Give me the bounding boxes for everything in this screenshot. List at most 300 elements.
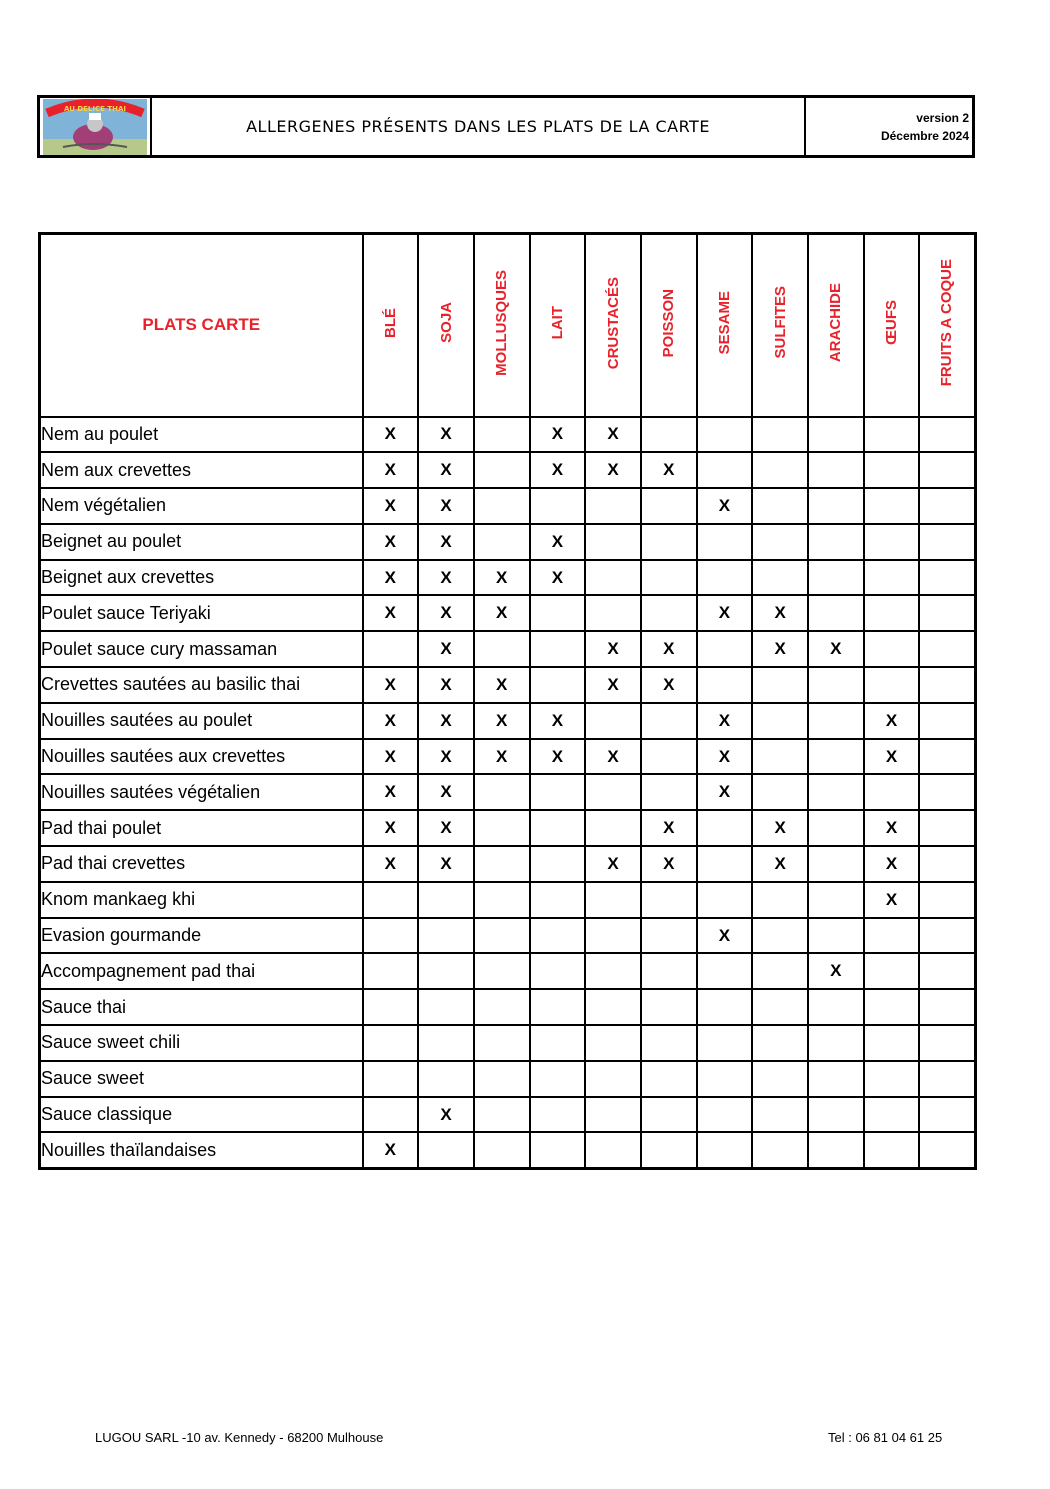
allergen-cell [752, 953, 808, 989]
allergen-cell: X [418, 1097, 474, 1133]
allergen-cell [697, 560, 753, 596]
allergen-cell [474, 488, 530, 524]
allergen-cell [363, 953, 419, 989]
allergen-cell: X [752, 810, 808, 846]
table-row [40, 1061, 976, 1097]
table-row [40, 1132, 976, 1168]
allergen-cell [808, 882, 864, 918]
allergen-cell [585, 882, 641, 918]
allergen-cell [474, 1132, 530, 1168]
allergen-cell [864, 667, 920, 703]
allergen-cell [919, 560, 975, 596]
allergen-column-header [585, 234, 641, 417]
allergen-cell: X [474, 703, 530, 739]
dish-name: Beignet aux crevettes [40, 560, 363, 596]
allergen-cell [919, 810, 975, 846]
allergen-cell: X [363, 524, 419, 560]
allergen-cell [641, 989, 697, 1025]
allergen-column-header [919, 234, 975, 417]
allergen-cell [808, 488, 864, 524]
allergen-cell [752, 739, 808, 775]
allergen-cell [474, 1025, 530, 1061]
allergen-cell: X [363, 810, 419, 846]
allergen-cell: X [697, 739, 753, 775]
table-row [40, 882, 976, 918]
allergen-cell [641, 595, 697, 631]
allergen-cell [474, 810, 530, 846]
allergen-cell: X [697, 918, 753, 954]
allergen-cell [585, 1097, 641, 1133]
allergen-cell: X [530, 452, 586, 488]
allergen-cell [585, 1025, 641, 1061]
dish-name: Sauce sweet chili [40, 1025, 363, 1061]
allergen-cell [752, 1025, 808, 1061]
allergen-cell [864, 417, 920, 453]
allergen-cell: X [363, 595, 419, 631]
table-row [40, 631, 976, 667]
allergen-label: CRUSTACÉS [604, 276, 622, 369]
allergen-cell: X [585, 739, 641, 775]
allergen-cell [752, 703, 808, 739]
allergen-cell: X [418, 560, 474, 596]
allergen-cell [697, 810, 753, 846]
allergen-cell [864, 595, 920, 631]
allergen-cell [418, 882, 474, 918]
dish-name: Poulet sauce cury massaman [40, 631, 363, 667]
allergen-cell: X [363, 703, 419, 739]
allergen-cell [363, 989, 419, 1025]
allergen-cell: X [363, 1132, 419, 1168]
allergen-cell [418, 989, 474, 1025]
allergen-cell: X [418, 452, 474, 488]
allergen-cell [641, 1025, 697, 1061]
allergen-cell [530, 488, 586, 524]
dish-name: Crevettes sautées au basilic thai [40, 667, 363, 703]
allergen-cell: X [752, 595, 808, 631]
dish-name: Nouilles sautées aux crevettes [40, 739, 363, 775]
allergen-cell [697, 1132, 753, 1168]
table-row [40, 667, 976, 703]
table-row [40, 560, 976, 596]
allergen-cell: X [363, 452, 419, 488]
allergen-cell [530, 1025, 586, 1061]
allergen-cell: X [864, 846, 920, 882]
allergen-cell: X [418, 417, 474, 453]
allergen-cell: X [418, 524, 474, 560]
dish-name: Sauce classique [40, 1097, 363, 1133]
restaurant-logo [40, 98, 152, 155]
allergen-cell: X [641, 452, 697, 488]
footer-address: LUGOU SARL -10 av. Kennedy - 68200 Mulhouse [95, 1430, 384, 1445]
dish-name: Evasion gourmande [40, 918, 363, 954]
table-row [40, 703, 976, 739]
allergen-cell [585, 953, 641, 989]
allergen-cell [919, 1025, 975, 1061]
allergen-cell [418, 1025, 474, 1061]
allergen-cell: X [474, 560, 530, 596]
allergen-cell: X [585, 452, 641, 488]
allergen-cell [697, 524, 753, 560]
allergen-cell: X [363, 774, 419, 810]
allergen-cell [919, 667, 975, 703]
allergen-cell [864, 1025, 920, 1061]
allergen-cell [919, 846, 975, 882]
allergen-cell [530, 595, 586, 631]
allergen-cell [474, 953, 530, 989]
allergen-cell [585, 560, 641, 596]
allergen-cell [919, 739, 975, 775]
allergen-label: LAIT [548, 306, 566, 340]
allergen-cell [752, 1061, 808, 1097]
allergen-cell [474, 989, 530, 1025]
allergen-cell [530, 1097, 586, 1133]
allergen-cell: X [363, 417, 419, 453]
dish-name: Nem au poulet [40, 417, 363, 453]
logo-lettering: AU DELICE THAI [64, 104, 126, 113]
allergen-cell [530, 918, 586, 954]
allergen-cell: X [363, 560, 419, 596]
allergen-cell [530, 667, 586, 703]
allergen-column-header [530, 234, 586, 417]
allergen-cell [474, 631, 530, 667]
allergen-column-header [697, 234, 753, 417]
allergen-cell [474, 524, 530, 560]
allergen-cell [585, 1061, 641, 1097]
allergen-cell [697, 989, 753, 1025]
allergen-cell [864, 1132, 920, 1168]
dish-name: Sauce sweet [40, 1061, 363, 1097]
allergen-label: ŒUFS [883, 300, 901, 346]
table-row [40, 1097, 976, 1133]
allergen-label: SULFITES [771, 286, 789, 359]
allergen-cell [864, 560, 920, 596]
allergen-cell [641, 1097, 697, 1133]
allergen-cell: X [808, 631, 864, 667]
allergen-cell: X [530, 739, 586, 775]
allergen-cell: X [752, 631, 808, 667]
allergen-cell: X [474, 667, 530, 703]
table-row [40, 1025, 976, 1061]
allergen-cell [752, 882, 808, 918]
table-row [40, 417, 976, 453]
allergen-cell [808, 846, 864, 882]
allergen-cell: X [808, 953, 864, 989]
allergen-cell [919, 452, 975, 488]
allergen-label: SOJA [437, 302, 455, 344]
dish-name: Accompagnement pad thai [40, 953, 363, 989]
allergen-cell: X [585, 846, 641, 882]
allergen-cell [808, 1061, 864, 1097]
allergen-cell: X [363, 739, 419, 775]
document-title: ALLERGENES PRÉSENTS DANS LES PLATS DE LA CARTE [152, 98, 806, 155]
allergen-cell [919, 524, 975, 560]
allergen-cell [641, 953, 697, 989]
allergen-cell [585, 918, 641, 954]
allergen-label: BLÉ [381, 307, 399, 338]
allergen-cell [808, 524, 864, 560]
allergen-label: FRUITS A COQUE [938, 259, 956, 387]
allergen-cell [752, 774, 808, 810]
dish-name: Poulet sauce Teriyaki [40, 595, 363, 631]
allergen-column-header [474, 234, 530, 417]
allergen-cell [864, 631, 920, 667]
allergen-cell [808, 417, 864, 453]
allergen-cell [474, 918, 530, 954]
allergen-cell [641, 560, 697, 596]
allergen-cell [919, 1061, 975, 1097]
allergen-cell: X [363, 667, 419, 703]
allergen-cell [864, 774, 920, 810]
allergen-cell [474, 1061, 530, 1097]
allergen-cell: X [697, 595, 753, 631]
allergen-cell [418, 1061, 474, 1097]
allergen-cell [363, 918, 419, 954]
allergen-cell [530, 810, 586, 846]
allergen-cell: X [418, 739, 474, 775]
allergen-cell [530, 631, 586, 667]
table-row [40, 846, 976, 882]
allergen-table [38, 232, 977, 1170]
dish-name: Nem aux crevettes [40, 452, 363, 488]
allergen-cell [919, 631, 975, 667]
allergen-cell [752, 989, 808, 1025]
allergen-cell: X [864, 810, 920, 846]
dish-name: Knom mankaeg khi [40, 882, 363, 918]
allergen-cell [864, 989, 920, 1025]
logo-image [43, 99, 147, 155]
document-header [37, 95, 975, 158]
allergen-cell: X [418, 631, 474, 667]
allergen-cell [474, 846, 530, 882]
allergen-cell [808, 703, 864, 739]
allergen-cell: X [363, 846, 419, 882]
allergen-cell [585, 488, 641, 524]
allergen-cell: X [530, 417, 586, 453]
table-row [40, 989, 976, 1025]
allergen-cell [752, 417, 808, 453]
table-row [40, 810, 976, 846]
allergen-cell [697, 1061, 753, 1097]
table-row [40, 524, 976, 560]
allergen-cell [752, 524, 808, 560]
allergen-cell [919, 1132, 975, 1168]
allergen-column-header [864, 234, 920, 417]
dish-name: Nouilles sautées végétalien [40, 774, 363, 810]
version-block [806, 98, 972, 155]
table-row [40, 488, 976, 524]
allergen-cell [641, 882, 697, 918]
allergen-cell [697, 1025, 753, 1061]
allergen-cell [919, 1097, 975, 1133]
allergen-cell [474, 417, 530, 453]
dish-column-header: PLATS CARTE [40, 234, 363, 417]
allergen-cell [752, 1132, 808, 1168]
allergen-cell [752, 488, 808, 524]
allergen-cell [864, 953, 920, 989]
allergen-cell [418, 953, 474, 989]
allergen-cell [363, 631, 419, 667]
allergen-cell [919, 703, 975, 739]
allergen-cell [641, 524, 697, 560]
allergen-cell: X [752, 846, 808, 882]
allergen-cell [363, 882, 419, 918]
allergen-cell: X [641, 631, 697, 667]
allergen-cell [697, 846, 753, 882]
version-label: version 2 [916, 110, 969, 125]
allergen-cell [363, 1025, 419, 1061]
allergen-cell [808, 452, 864, 488]
allergen-cell: X [697, 488, 753, 524]
allergen-cell: X [585, 667, 641, 703]
allergen-cell [808, 918, 864, 954]
allergen-cell [808, 1097, 864, 1133]
dish-name: Sauce thai [40, 989, 363, 1025]
dish-name: Nouilles thaïlandaises [40, 1132, 363, 1168]
allergen-column-header [808, 234, 864, 417]
allergen-cell: X [585, 417, 641, 453]
allergen-cell: X [864, 703, 920, 739]
allergen-cell [641, 774, 697, 810]
dish-name: Nem végétalien [40, 488, 363, 524]
allergen-cell [752, 1097, 808, 1133]
allergen-column-header [418, 234, 474, 417]
allergen-cell [585, 1132, 641, 1168]
allergen-cell [808, 1025, 864, 1061]
allergen-cell [641, 703, 697, 739]
footer-phone: Tel : 06 81 04 61 25 [828, 1430, 943, 1445]
allergen-cell: X [418, 667, 474, 703]
allergen-cell [363, 1097, 419, 1133]
allergen-cell [641, 417, 697, 453]
allergen-cell: X [530, 560, 586, 596]
allergen-cell [919, 417, 975, 453]
allergen-cell [864, 918, 920, 954]
allergen-cell [919, 774, 975, 810]
allergen-column-header [752, 234, 808, 417]
allergen-cell [808, 667, 864, 703]
version-date: Décembre 2024 [880, 128, 969, 143]
allergen-cell [752, 667, 808, 703]
allergen-cell [808, 810, 864, 846]
allergen-cell [752, 918, 808, 954]
allergen-cell [641, 488, 697, 524]
table-row [40, 739, 976, 775]
allergen-cell [641, 1132, 697, 1168]
allergen-cell [919, 989, 975, 1025]
allergen-label: SESAME [715, 291, 733, 355]
allergen-cell: X [418, 488, 474, 524]
table-row [40, 953, 976, 989]
allergen-cell [585, 703, 641, 739]
allergen-cell [530, 989, 586, 1025]
allergen-cell [530, 1132, 586, 1168]
allergen-cell [474, 882, 530, 918]
dish-name: Pad thai poulet [40, 810, 363, 846]
allergen-cell [474, 1097, 530, 1133]
allergen-cell [585, 595, 641, 631]
allergen-cell: X [697, 774, 753, 810]
table-row [40, 595, 976, 631]
allergen-cell [697, 882, 753, 918]
allergen-cell [752, 560, 808, 596]
allergen-cell [808, 774, 864, 810]
allergen-cell: X [530, 703, 586, 739]
allergen-cell [641, 1061, 697, 1097]
allergen-cell [919, 918, 975, 954]
allergen-label: MOLLUSQUES [493, 269, 511, 376]
table-header-row [40, 234, 976, 417]
allergen-label: POISSON [660, 288, 678, 357]
allergen-cell [418, 1132, 474, 1168]
allergen-cell: X [474, 595, 530, 631]
allergen-cell [864, 1097, 920, 1133]
allergen-cell [919, 595, 975, 631]
allergen-cell: X [363, 488, 419, 524]
allergen-cell [697, 1097, 753, 1133]
allergen-cell: X [474, 739, 530, 775]
allergen-cell: X [418, 846, 474, 882]
allergen-cell [585, 810, 641, 846]
allergen-cell [530, 953, 586, 989]
dish-name: Beignet au poulet [40, 524, 363, 560]
allergen-cell [418, 918, 474, 954]
allergen-cell [474, 452, 530, 488]
allergen-cell [530, 1061, 586, 1097]
allergen-cell: X [641, 846, 697, 882]
allergen-cell [641, 918, 697, 954]
allergen-cell: X [864, 739, 920, 775]
allergen-cell [530, 882, 586, 918]
allergen-cell: X [418, 810, 474, 846]
allergen-cell [864, 1061, 920, 1097]
allergen-cell: X [641, 810, 697, 846]
allergen-cell [752, 452, 808, 488]
allergen-cell [697, 417, 753, 453]
allergen-cell [697, 953, 753, 989]
allergen-cell [530, 774, 586, 810]
allergen-cell [585, 774, 641, 810]
allergen-cell [808, 560, 864, 596]
allergen-cell [585, 524, 641, 560]
table-body [40, 417, 976, 1169]
table-row [40, 452, 976, 488]
allergen-cell [864, 488, 920, 524]
allergen-cell [363, 1061, 419, 1097]
allergen-cell [864, 524, 920, 560]
allergen-cell [697, 631, 753, 667]
allergen-cell [530, 846, 586, 882]
allergen-cell: X [864, 882, 920, 918]
allergen-cell: X [697, 703, 753, 739]
allergen-cell [919, 488, 975, 524]
allergen-cell: X [530, 524, 586, 560]
allergen-cell: X [418, 774, 474, 810]
table-row [40, 918, 976, 954]
allergen-cell [585, 989, 641, 1025]
allergen-cell [919, 882, 975, 918]
allergen-cell [808, 595, 864, 631]
allergen-column-header [641, 234, 697, 417]
allergen-cell [474, 774, 530, 810]
allergen-cell: X [418, 595, 474, 631]
allergen-cell [808, 739, 864, 775]
allergen-label: ARACHIDE [827, 283, 845, 363]
allergen-cell: X [418, 703, 474, 739]
allergen-cell: X [585, 631, 641, 667]
dish-name: Pad thai crevettes [40, 846, 363, 882]
table-row [40, 774, 976, 810]
allergen-cell [697, 667, 753, 703]
